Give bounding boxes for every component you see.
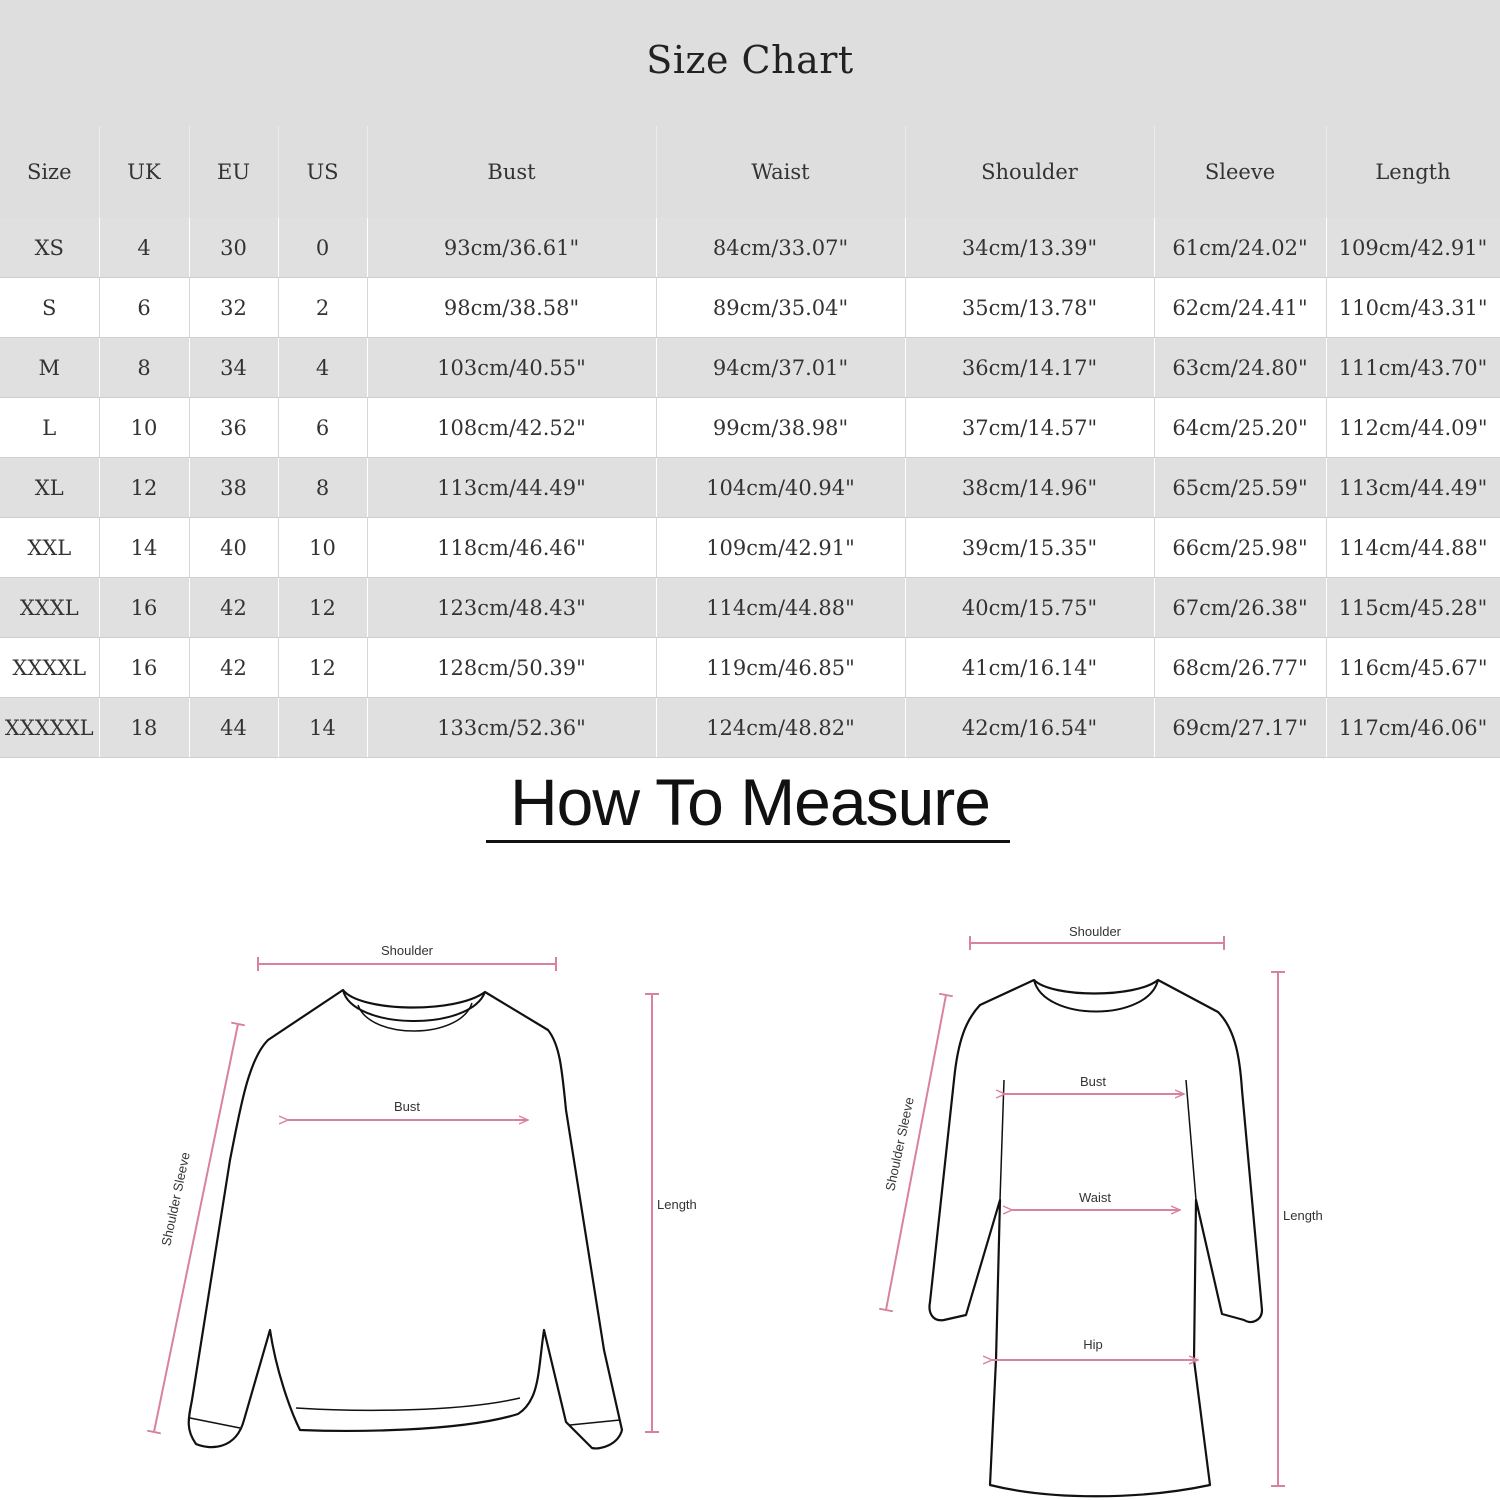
table-cell-shoulder: 36cm/14.17" [905, 338, 1154, 398]
table-cell-uk: 14 [99, 518, 189, 578]
table-cell-size: XL [0, 458, 99, 518]
table-row [0, 578, 1500, 638]
table-cell-bust: 93cm/36.61" [367, 218, 656, 278]
table-cell-size: XXL [0, 518, 99, 578]
table-row [0, 398, 1500, 458]
dress-outline [930, 980, 1262, 1496]
column-header-shoulder: Shoulder [905, 126, 1154, 218]
table-cell-size: XXXL [0, 578, 99, 638]
table-cell-bust: 118cm/46.46" [367, 518, 656, 578]
table-cell-waist: 104cm/40.94" [656, 458, 905, 518]
table-cell-shoulder: 42cm/16.54" [905, 698, 1154, 758]
table-cell-size: XXXXXL [0, 698, 99, 758]
table-cell-size: XS [0, 218, 99, 278]
dress-shoulder-label: Shoulder [1068, 924, 1122, 939]
table-cell-sleeve: 61cm/24.02" [1154, 218, 1326, 278]
column-header-waist: Waist [656, 126, 905, 218]
table-cell-length: 113cm/44.49" [1326, 458, 1500, 518]
column-header-uk: UK [99, 126, 189, 218]
table-cell-uk: 12 [99, 458, 189, 518]
dress-length-label: Length [1283, 1208, 1323, 1223]
sweater-shoulder-label: Shoulder [380, 943, 434, 958]
measurement-diagram [0, 860, 1500, 1500]
table-cell-length: 112cm/44.09" [1326, 398, 1500, 458]
table-cell-waist: 94cm/37.01" [656, 338, 905, 398]
table-row [0, 458, 1500, 518]
column-header-us: US [278, 126, 367, 218]
table-cell-eu: 34 [189, 338, 278, 398]
table-row [0, 338, 1500, 398]
table-cell-uk: 4 [99, 218, 189, 278]
table-row [0, 218, 1500, 278]
table-cell-us: 8 [278, 458, 367, 518]
table-cell-uk: 10 [99, 398, 189, 458]
table-cell-length: 114cm/44.88" [1326, 518, 1500, 578]
dress-diagram [882, 924, 1322, 1496]
table-cell-length: 110cm/43.31" [1326, 278, 1500, 338]
table-cell-length: 109cm/42.91" [1326, 218, 1500, 278]
table-cell-shoulder: 37cm/14.57" [905, 398, 1154, 458]
table-cell-waist: 109cm/42.91" [656, 518, 905, 578]
table-cell-shoulder: 40cm/15.75" [905, 578, 1154, 638]
table-cell-shoulder: 34cm/13.39" [905, 218, 1154, 278]
table-cell-uk: 6 [99, 278, 189, 338]
table-cell-size: XXXXL [0, 638, 99, 698]
size-chart-title: Size Chart [646, 38, 854, 82]
table-cell-eu: 30 [189, 218, 278, 278]
table-cell-sleeve: 62cm/24.41" [1154, 278, 1326, 338]
table-row [0, 518, 1500, 578]
table-cell-waist: 89cm/35.04" [656, 278, 905, 338]
sweater-bust-label: Bust [393, 1099, 421, 1114]
table-row [0, 638, 1500, 698]
table-cell-sleeve: 69cm/27.17" [1154, 698, 1326, 758]
table-cell-eu: 38 [189, 458, 278, 518]
column-header-size: Size [0, 126, 99, 218]
table-cell-eu: 36 [189, 398, 278, 458]
table-cell-eu: 42 [189, 638, 278, 698]
table-cell-us: 0 [278, 218, 367, 278]
table-cell-eu: 32 [189, 278, 278, 338]
table-cell-uk: 16 [99, 578, 189, 638]
table-cell-bust: 108cm/42.52" [367, 398, 656, 458]
sweater-length-label: Length [657, 1197, 697, 1212]
dress-bust-label: Bust [1079, 1074, 1107, 1089]
table-cell-sleeve: 64cm/25.20" [1154, 398, 1326, 458]
table-cell-us: 12 [278, 638, 367, 698]
table-cell-shoulder: 38cm/14.96" [905, 458, 1154, 518]
column-header-bust: Bust [367, 126, 656, 218]
column-header-eu: EU [189, 126, 278, 218]
table-cell-uk: 8 [99, 338, 189, 398]
sweater-sleeve-label: Shoulder Sleeve [158, 1150, 193, 1248]
sweater-diagram [154, 943, 697, 1448]
table-cell-waist: 114cm/44.88" [656, 578, 905, 638]
table-cell-us: 2 [278, 278, 367, 338]
column-header-sleeve: Sleeve [1154, 126, 1326, 218]
table-cell-us: 10 [278, 518, 367, 578]
table-cell-us: 14 [278, 698, 367, 758]
table-cell-shoulder: 39cm/15.35" [905, 518, 1154, 578]
column-header-length: Length [1326, 126, 1500, 218]
table-cell-waist: 124cm/48.82" [656, 698, 905, 758]
table-cell-us: 6 [278, 398, 367, 458]
table-cell-uk: 16 [99, 638, 189, 698]
table-cell-bust: 133cm/52.36" [367, 698, 656, 758]
table-cell-bust: 113cm/44.49" [367, 458, 656, 518]
table-cell-bust: 103cm/40.55" [367, 338, 656, 398]
table-cell-sleeve: 67cm/26.38" [1154, 578, 1326, 638]
table-row [0, 278, 1500, 338]
table-cell-sleeve: 63cm/24.80" [1154, 338, 1326, 398]
table-cell-length: 111cm/43.70" [1326, 338, 1500, 398]
table-cell-size: M [0, 338, 99, 398]
title-underline [486, 840, 1010, 843]
table-cell-waist: 119cm/46.85" [656, 638, 905, 698]
table-cell-waist: 99cm/38.98" [656, 398, 905, 458]
table-cell-waist: 84cm/33.07" [656, 218, 905, 278]
table-cell-eu: 42 [189, 578, 278, 638]
table-cell-shoulder: 35cm/13.78" [905, 278, 1154, 338]
table-cell-shoulder: 41cm/16.14" [905, 638, 1154, 698]
table-cell-eu: 44 [189, 698, 278, 758]
table-cell-uk: 18 [99, 698, 189, 758]
table-cell-us: 4 [278, 338, 367, 398]
table-cell-us: 12 [278, 578, 367, 638]
table-cell-length: 117cm/46.06" [1326, 698, 1500, 758]
table-header-row [0, 126, 1500, 218]
table-cell-length: 115cm/45.28" [1326, 578, 1500, 638]
table-cell-bust: 123cm/48.43" [367, 578, 656, 638]
how-to-measure-title: How To Measure [509, 765, 990, 839]
table-cell-bust: 128cm/50.39" [367, 638, 656, 698]
dress-waist-label: Waist [1078, 1190, 1112, 1205]
dress-hip-label: Hip [1083, 1337, 1103, 1352]
table-cell-size: S [0, 278, 99, 338]
table-cell-size: L [0, 398, 99, 458]
dress-sleeve-label: Shoulder Sleeve [882, 1095, 917, 1193]
sweater-outline [189, 990, 622, 1448]
table-cell-sleeve: 68cm/26.77" [1154, 638, 1326, 698]
table-cell-eu: 40 [189, 518, 278, 578]
table-cell-length: 116cm/45.67" [1326, 638, 1500, 698]
table-cell-sleeve: 65cm/25.59" [1154, 458, 1326, 518]
size-table [0, 126, 1500, 758]
table-cell-bust: 98cm/38.58" [367, 278, 656, 338]
table-row [0, 698, 1500, 758]
table-cell-sleeve: 66cm/25.98" [1154, 518, 1326, 578]
